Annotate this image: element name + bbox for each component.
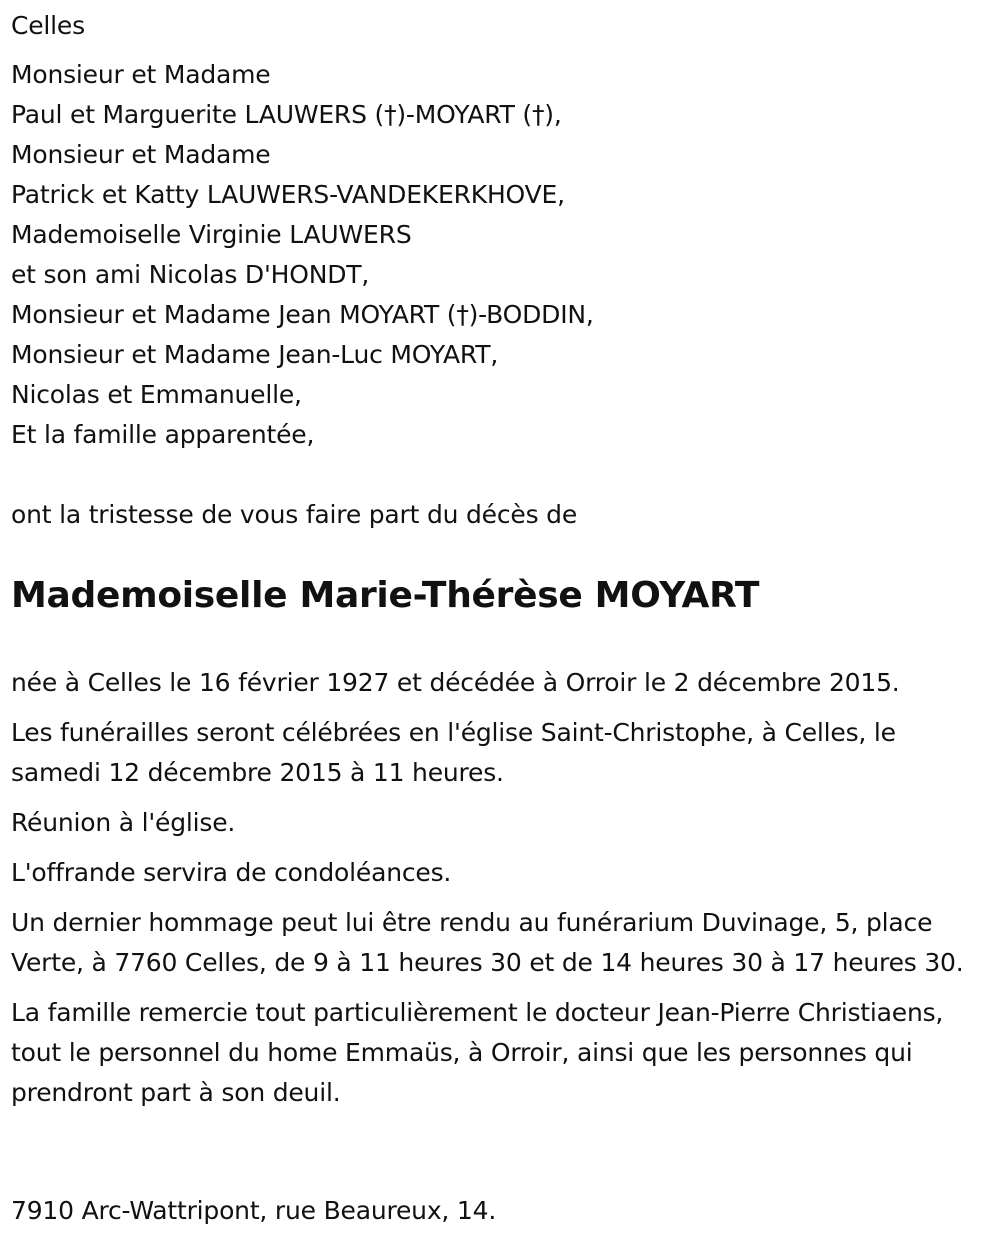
announcement-intro: ont la tristesse de vous faire part du décès de (11, 500, 578, 529)
family-line: Monsieur et Madame (11, 60, 271, 89)
funeral-info: Les funérailles seront célébrées en l'église Saint-Christophe, à Celles, le samedi 12 décembre 2015 à 11 heures. (11, 718, 896, 787)
meeting-info: Réunion à l'église. (11, 808, 236, 837)
family-list (11, 55, 594, 455)
deceased-name: Mademoiselle Marie-Thérèse MOYART (11, 575, 760, 616)
family-line: Paul et Marguerite LAUWERS (†)-MOYART (†), (11, 100, 562, 129)
family-line: Monsieur et Madame (11, 140, 271, 169)
thanks-info: La famille remercie tout particulièrement le docteur Jean-Pierre Christiaens, tout le personnel du home Emmaüs, à Orroir, ainsi que les personnes qui prendront part à son deuil. (11, 998, 944, 1107)
details-section (11, 663, 971, 1123)
family-line: Monsieur et Madame Jean-Luc MOYART, (11, 340, 499, 369)
condolences-info: L'offrande servira de condoléances. (11, 858, 452, 887)
tribute-info: Un dernier hommage peut lui être rendu au funérarium Duvinage, 5, place Verte, à 7760 Celles, de 9 à 11 heures 30 et de 14 heures 30 à 17 heures 30. (11, 908, 964, 977)
birth-death-dates: née à Celles le 16 février 1927 et décédée à Orroir le 2 décembre 2015. (11, 668, 900, 697)
family-line: Monsieur et Madame Jean MOYART (†)-BODDIN, (11, 300, 594, 329)
family-line: Mademoiselle Virginie LAUWERS (11, 220, 412, 249)
family-address: 7910 Arc-Wattripont, rue Beaureux, 14. (11, 1196, 497, 1225)
place-heading: Celles (11, 11, 85, 40)
family-line: Et la famille apparentée, (11, 420, 315, 449)
family-line: Nicolas et Emmanuelle, (11, 380, 302, 409)
family-line: Patrick et Katty LAUWERS-VANDEKERKHOVE, (11, 180, 565, 209)
family-line: et son ami Nicolas D'HONDT, (11, 260, 370, 289)
